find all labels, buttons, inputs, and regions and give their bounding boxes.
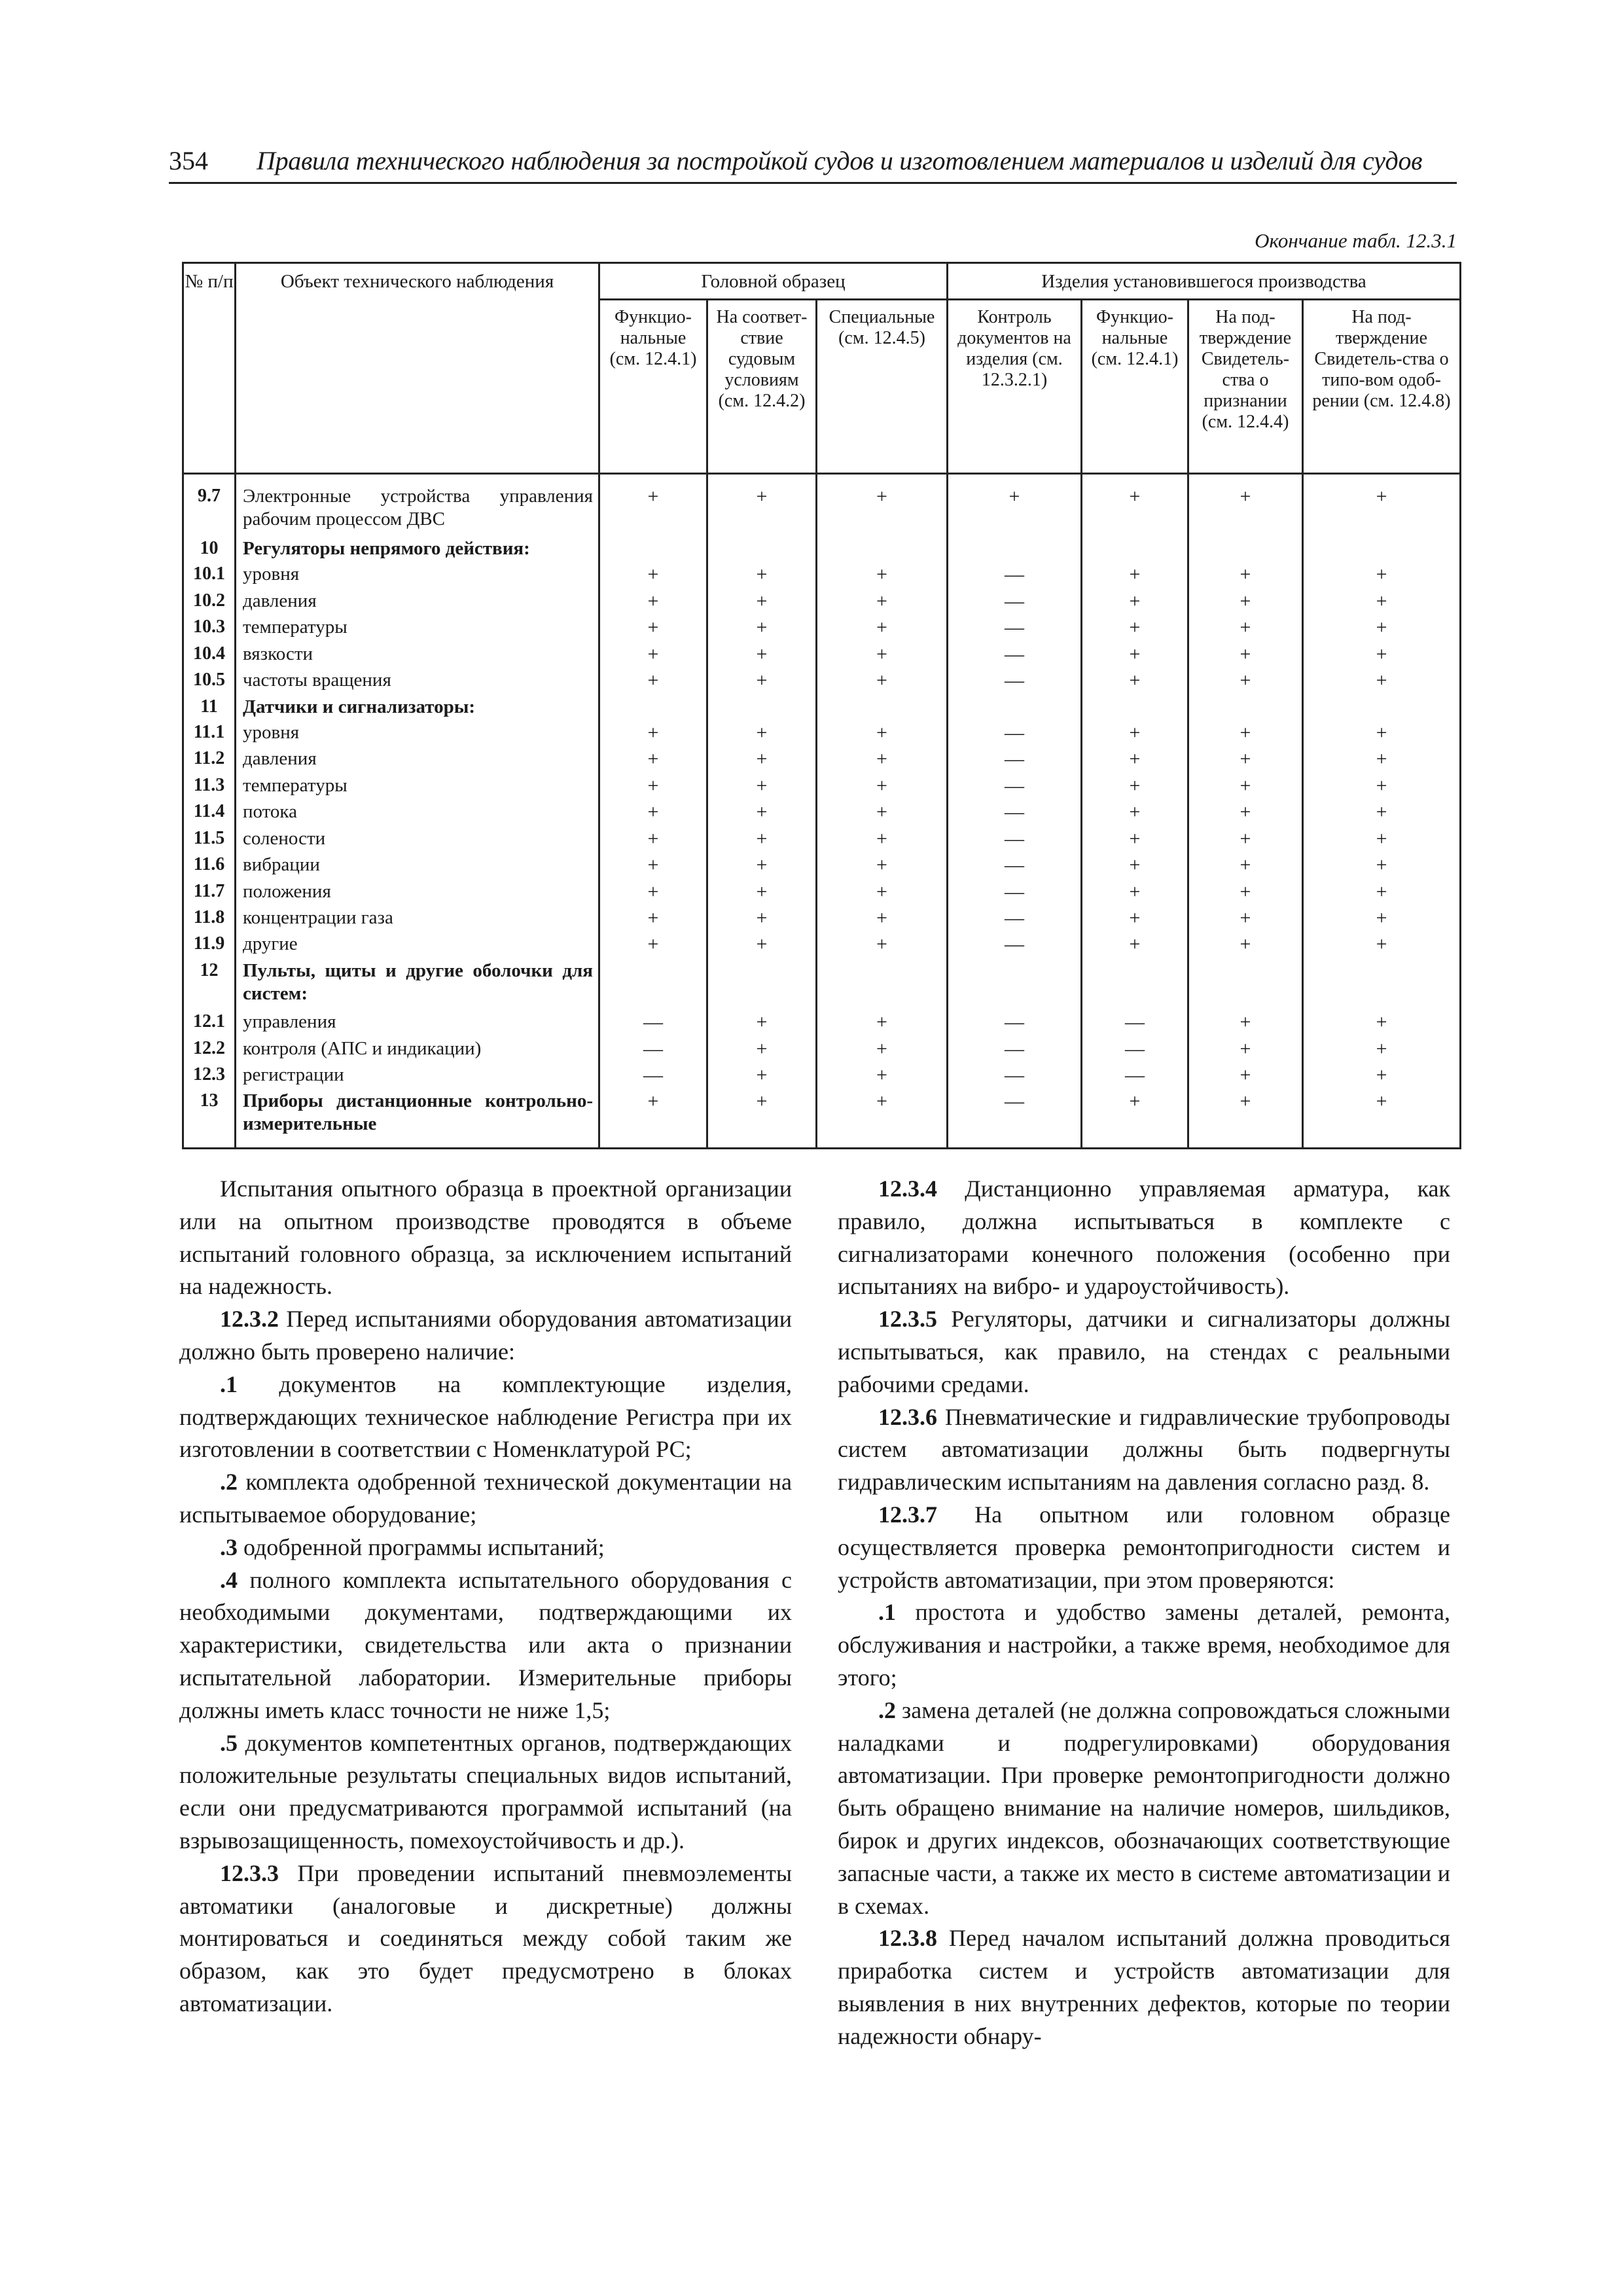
header-sub-col: На соответ-ствие судовым условиям (см. 12.4.2)	[707, 300, 817, 474]
row-mark: +	[1188, 643, 1303, 669]
row-mark: +	[707, 590, 817, 616]
row-mark: +	[1082, 563, 1188, 589]
paragraph-number: .3	[220, 1534, 238, 1560]
row-object-name: концентрации газа	[236, 906, 599, 933]
row-mark: —	[948, 590, 1082, 616]
paragraph	[838, 1303, 1450, 1401]
paragraph-text: Дистанционно управляемая арматура, как правило, должна испытываться в комплекте с сигнализаторами конечного положения (особенно при испытаниях на вибро- и удароустойчивость).	[838, 1175, 1450, 1300]
row-mark: +	[1082, 474, 1188, 538]
table-row	[183, 563, 1461, 589]
row-mark: +	[1188, 616, 1303, 642]
row-mark	[948, 696, 1082, 721]
row-number: 11.5	[183, 827, 236, 853]
paragraph	[838, 1922, 1450, 2053]
row-mark: +	[599, 747, 707, 774]
row-mark: —	[599, 1011, 707, 1037]
body-text-left-column	[179, 1173, 792, 2020]
row-mark: +	[707, 800, 817, 827]
row-mark: +	[817, 669, 948, 695]
row-number: 12.3	[183, 1064, 236, 1090]
row-mark: +	[599, 590, 707, 616]
paragraph	[179, 1857, 792, 2020]
row-mark: +	[1303, 880, 1461, 906]
running-title: Правила технического наблюдения за постройкой судов и изготовлением материалов и изделий для судов	[257, 146, 1423, 175]
row-mark: +	[817, 827, 948, 853]
table-row	[183, 880, 1461, 906]
row-object-name: уровня	[236, 563, 599, 589]
header-sub-col: На под-тверждение Свидетель-ства о признании (см. 12.4.4)	[1188, 300, 1303, 474]
row-mark: +	[1303, 1090, 1461, 1148]
row-mark: +	[1188, 880, 1303, 906]
row-mark: +	[1303, 1064, 1461, 1090]
row-mark: +	[599, 643, 707, 669]
row-mark: +	[1303, 774, 1461, 800]
paragraph-number: 12.3.2	[220, 1306, 279, 1333]
row-mark: +	[707, 853, 817, 880]
paragraph-number: .5	[220, 1729, 238, 1756]
row-mark: +	[1188, 590, 1303, 616]
paragraph-number: 12.3.5	[878, 1306, 937, 1333]
row-mark: +	[1082, 1090, 1188, 1148]
row-mark: +	[817, 774, 948, 800]
paragraph-text: документов компетентных органов, подтверждающих положительные результаты специальных видов испытаний, если они предусматриваются программой испытаний (на взрывозащищенность, помехоустойчивость и др.).	[179, 1729, 792, 1854]
row-mark: +	[1303, 800, 1461, 827]
table-caption: Окончание табл. 12.3.1	[1255, 229, 1457, 252]
row-mark	[948, 537, 1082, 563]
table-row	[183, 721, 1461, 747]
row-mark: +	[1303, 906, 1461, 933]
paragraph-text: простота и удобство замены деталей, ремонта, обслуживания и настройки, а также время, необходимое для этого;	[838, 1599, 1450, 1691]
paragraph	[179, 1173, 792, 1303]
row-mark: +	[1303, 933, 1461, 959]
row-number: 11.1	[183, 721, 236, 747]
row-mark: +	[1303, 643, 1461, 669]
row-object-name: регистрации	[236, 1064, 599, 1090]
row-object-name: вязкости	[236, 643, 599, 669]
row-mark: +	[1303, 616, 1461, 642]
paragraph-number: 12.3.7	[878, 1501, 937, 1528]
row-object-name: контроля (АПС и индикации)	[236, 1037, 599, 1064]
paragraph-number: 12.3.6	[878, 1403, 937, 1430]
row-mark: +	[707, 747, 817, 774]
row-mark	[1188, 537, 1303, 563]
row-mark: —	[1082, 1011, 1188, 1037]
row-object-name: управления	[236, 1011, 599, 1037]
row-mark: —	[948, 616, 1082, 642]
row-mark: —	[1082, 1064, 1188, 1090]
row-mark: +	[1188, 563, 1303, 589]
row-mark: +	[1188, 1037, 1303, 1064]
row-mark: +	[599, 1090, 707, 1148]
row-mark: +	[817, 1064, 948, 1090]
row-mark	[1188, 960, 1303, 1011]
paragraph-number: .4	[220, 1566, 238, 1593]
row-number: 12.2	[183, 1037, 236, 1064]
row-mark: +	[707, 474, 817, 538]
row-mark: +	[817, 933, 948, 959]
paragraph-number: .1	[220, 1371, 238, 1397]
paragraph	[179, 1466, 792, 1532]
row-mark: —	[599, 1064, 707, 1090]
row-number: 9.7	[183, 474, 236, 538]
row-mark: +	[599, 906, 707, 933]
paragraph-number: 12.3.8	[878, 1925, 937, 1952]
row-mark: —	[948, 1037, 1082, 1064]
row-mark: +	[817, 1011, 948, 1037]
row-mark: +	[1188, 933, 1303, 959]
row-mark	[599, 537, 707, 563]
row-mark: —	[1082, 1037, 1188, 1064]
row-mark: +	[1082, 800, 1188, 827]
row-object-name: уровня	[236, 721, 599, 747]
row-mark	[599, 960, 707, 1011]
header-sub-col: Контроль документов на изделия (см. 12.3.2.1)	[948, 300, 1082, 474]
paragraph-text: При проведении испытаний пневмоэлементы автоматики (аналоговые и дискретные) должны монтироваться и соединяться между собой таким же образом, как это будет предусмотрено в блоках автоматизации.	[179, 1859, 792, 2017]
row-mark: +	[707, 933, 817, 959]
row-number: 10.1	[183, 563, 236, 589]
row-mark: +	[817, 853, 948, 880]
row-mark: +	[599, 827, 707, 853]
row-mark: —	[948, 853, 1082, 880]
row-mark: +	[707, 721, 817, 747]
row-mark: +	[817, 1090, 948, 1148]
paragraph-text: На опытном или головном образце осуществляется проверка ремонтопригодности систем и устройств автоматизации, при этом проверяются:	[838, 1501, 1450, 1593]
paragraph-number: 12.3.3	[220, 1859, 279, 1886]
row-mark: +	[1303, 669, 1461, 695]
row-number: 11.4	[183, 800, 236, 827]
paragraph-text: замена деталей (не должна сопровождаться сложными наладками и подрегулировками) оборудования автоматизации. При проверке ремонтопригодности должно быть обращено внимание на наличие номеров, шильдиков, бирок и других индексов, обозначающих соответствующие запасные части, а также их место в системе автоматизации и в схемах.	[838, 1696, 1450, 1919]
row-mark	[1082, 960, 1188, 1011]
row-mark: +	[1188, 669, 1303, 695]
row-object-name: температуры	[236, 616, 599, 642]
observation-table	[182, 262, 1461, 1149]
row-mark: +	[817, 721, 948, 747]
row-number: 11.3	[183, 774, 236, 800]
row-mark	[1303, 537, 1461, 563]
row-mark: +	[817, 800, 948, 827]
row-mark: —	[948, 800, 1082, 827]
row-object-name: другие	[236, 933, 599, 959]
row-mark: +	[1188, 1090, 1303, 1148]
paragraph	[179, 1564, 792, 1727]
table-row	[183, 616, 1461, 642]
row-mark: +	[1082, 590, 1188, 616]
header-num: № п/п	[183, 263, 236, 474]
row-mark: +	[599, 933, 707, 959]
row-mark: +	[1188, 474, 1303, 538]
row-mark	[707, 696, 817, 721]
paragraph	[179, 1727, 792, 1857]
paragraph-text: одобренной программы испытаний;	[238, 1534, 605, 1560]
row-mark: +	[817, 880, 948, 906]
table-row	[183, 696, 1461, 721]
row-object-name: Датчики и сигнализаторы:	[236, 696, 599, 721]
row-mark: +	[1188, 721, 1303, 747]
paragraph-text: Перед началом испытаний должна проводиться приработка систем и устройств автоматизации для выявления в них внутренних дефектов, которые по теории надежности обнару-	[838, 1925, 1450, 2049]
row-mark: +	[1082, 933, 1188, 959]
row-mark: —	[948, 906, 1082, 933]
row-mark: +	[599, 474, 707, 538]
paragraph	[179, 1303, 792, 1369]
row-mark: +	[817, 563, 948, 589]
row-number: 11.8	[183, 906, 236, 933]
row-mark: +	[1188, 747, 1303, 774]
row-mark: +	[1303, 827, 1461, 853]
row-mark: +	[1082, 906, 1188, 933]
header-group-serial-products: Изделия установившегося производства	[948, 263, 1461, 300]
table-row	[183, 590, 1461, 616]
row-object-name: потока	[236, 800, 599, 827]
row-number: 13	[183, 1090, 236, 1148]
row-mark: —	[948, 1064, 1082, 1090]
row-mark: +	[817, 1037, 948, 1064]
row-mark: +	[707, 1090, 817, 1148]
row-object-name: Приборы дистанционные контрольно-измерительные	[236, 1090, 599, 1148]
row-mark: +	[1303, 474, 1461, 538]
row-object-name: температуры	[236, 774, 599, 800]
row-number: 10.4	[183, 643, 236, 669]
row-mark: +	[707, 563, 817, 589]
header-sub-col: Функцио-нальные (см. 12.4.1)	[599, 300, 707, 474]
row-mark	[1082, 696, 1188, 721]
row-mark: +	[817, 643, 948, 669]
table-row	[183, 643, 1461, 669]
row-mark: +	[1082, 774, 1188, 800]
row-mark: +	[948, 474, 1082, 538]
row-mark: +	[1082, 643, 1188, 669]
table-row	[183, 853, 1461, 880]
paragraph-number: .1	[878, 1599, 896, 1626]
row-mark	[1303, 696, 1461, 721]
paragraph-number: .2	[220, 1469, 238, 1496]
paragraph	[838, 1401, 1450, 1499]
row-mark: —	[948, 1090, 1082, 1148]
paragraph-text: документов на комплектующие изделия, подтверждающих техническое наблюдение Регистра при их изготовлении в соответствии с Номенклатурой РС;	[179, 1371, 792, 1463]
table-row	[183, 933, 1461, 959]
row-number: 12	[183, 960, 236, 1011]
row-mark: —	[948, 880, 1082, 906]
row-object-name: Регуляторы непрямого действия:	[236, 537, 599, 563]
row-mark	[817, 696, 948, 721]
row-object-name: Электронные устройства управления рабочим процессом ДВС	[236, 474, 599, 538]
header-object: Объект технического наблюдения	[236, 263, 599, 474]
row-mark: +	[1303, 721, 1461, 747]
paragraph-text: Перед испытаниями оборудования автоматизации должно быть проверено наличие:	[179, 1306, 792, 1365]
row-mark: +	[1188, 800, 1303, 827]
row-mark: +	[599, 721, 707, 747]
body-text-right-column	[838, 1173, 1450, 2053]
row-mark: +	[707, 1064, 817, 1090]
row-mark	[948, 960, 1082, 1011]
row-number: 11.6	[183, 853, 236, 880]
row-number: 11	[183, 696, 236, 721]
row-mark: +	[1303, 590, 1461, 616]
row-mark: —	[948, 643, 1082, 669]
table-body	[183, 474, 1461, 1149]
row-mark: +	[599, 774, 707, 800]
row-mark	[707, 537, 817, 563]
row-mark: +	[817, 590, 948, 616]
row-mark: +	[599, 880, 707, 906]
row-mark: —	[948, 669, 1082, 695]
row-object-name: частоты вращения	[236, 669, 599, 695]
row-object-name: давления	[236, 747, 599, 774]
row-mark: +	[1082, 853, 1188, 880]
row-mark: +	[817, 474, 948, 538]
table-row	[183, 1064, 1461, 1090]
row-mark: +	[707, 643, 817, 669]
row-mark: +	[599, 669, 707, 695]
row-object-name: вибрации	[236, 853, 599, 880]
row-mark: +	[1188, 853, 1303, 880]
row-number: 10.5	[183, 669, 236, 695]
row-number: 12.1	[183, 1011, 236, 1037]
row-mark: +	[707, 880, 817, 906]
row-mark: +	[1082, 880, 1188, 906]
row-mark: +	[599, 563, 707, 589]
row-mark: +	[1188, 906, 1303, 933]
row-mark: +	[817, 616, 948, 642]
row-mark	[1188, 696, 1303, 721]
row-object-name: давления	[236, 590, 599, 616]
row-mark: +	[1303, 1037, 1461, 1064]
table-row	[183, 800, 1461, 827]
table-row	[183, 537, 1461, 563]
page-header	[169, 145, 1457, 184]
row-number: 11.2	[183, 747, 236, 774]
paragraph-text: Пневматические и гидравлические трубопроводы систем автоматизации должны быть подвергнуты гидравлическим испытаниям на давления согласно разд. 8.	[838, 1403, 1450, 1496]
paragraph	[838, 1499, 1450, 1596]
header-group-lead-sample: Головной образец	[599, 263, 948, 300]
row-mark: —	[948, 827, 1082, 853]
row-mark: +	[707, 827, 817, 853]
row-mark: +	[707, 1011, 817, 1037]
row-mark: +	[1188, 1011, 1303, 1037]
paragraph-number: .2	[878, 1696, 896, 1723]
paragraph-text: Испытания опытного образца в проектной организации или на опытном производстве проводятся в объеме испытаний головного образца, за исключением испытаний на надежность.	[179, 1175, 792, 1300]
header-sub-col: Функцио-нальные (см. 12.4.1)	[1082, 300, 1188, 474]
table-row	[183, 747, 1461, 774]
row-number: 11.7	[183, 880, 236, 906]
paragraph	[838, 1173, 1450, 1303]
table-row	[183, 1037, 1461, 1064]
row-mark: —	[948, 721, 1082, 747]
header-sub-col: Специальные (см. 12.4.5)	[817, 300, 948, 474]
paragraph-text: комплекта одобренной технической документации на испытываемое оборудование;	[179, 1469, 792, 1528]
paragraph	[838, 1695, 1450, 1923]
table-row	[183, 774, 1461, 800]
row-mark: —	[948, 747, 1082, 774]
row-mark: +	[599, 800, 707, 827]
row-mark: +	[707, 774, 817, 800]
row-mark: +	[1082, 827, 1188, 853]
row-mark	[707, 960, 817, 1011]
row-mark: +	[1303, 747, 1461, 774]
page-number: 354	[169, 146, 208, 175]
row-mark: +	[817, 906, 948, 933]
table-row	[183, 960, 1461, 1011]
row-mark: +	[817, 747, 948, 774]
paragraph	[838, 1596, 1450, 1694]
row-mark: +	[1082, 721, 1188, 747]
paragraph-text: Регуляторы, датчики и сигнализаторы должны испытываться, как правило, на стендах с реальными рабочими средами.	[838, 1306, 1450, 1397]
header-sub-col: На под-тверждение Свидетель-ства о типо-вом одоб-рении (см. 12.4.8)	[1303, 300, 1461, 474]
row-mark: +	[1303, 1011, 1461, 1037]
row-mark: —	[948, 933, 1082, 959]
row-number: 11.9	[183, 933, 236, 959]
row-object-name: Пульты, щиты и другие оболочки для систем:	[236, 960, 599, 1011]
row-object-name: положения	[236, 880, 599, 906]
row-mark: +	[1303, 563, 1461, 589]
row-number: 10.2	[183, 590, 236, 616]
row-mark: —	[948, 563, 1082, 589]
row-mark: +	[707, 1037, 817, 1064]
paragraph-number: 12.3.4	[878, 1175, 937, 1202]
row-mark: +	[599, 853, 707, 880]
row-mark: —	[599, 1037, 707, 1064]
paragraph	[179, 1532, 792, 1564]
table-row	[183, 474, 1461, 538]
row-object-name: солености	[236, 827, 599, 853]
row-mark: +	[1188, 827, 1303, 853]
row-mark: +	[1188, 1064, 1303, 1090]
table-row	[183, 1090, 1461, 1148]
row-mark: +	[599, 616, 707, 642]
row-mark: +	[707, 669, 817, 695]
row-mark: +	[1082, 747, 1188, 774]
paragraph-text: полного комплекта испытательного оборудования с необходимыми документами, подтверждающими их характеристики, свидетельства или акта о признании испытательной лаборатории. Измерительные приборы должны иметь класс точности не ниже 1,5;	[179, 1566, 792, 1723]
row-number: 10	[183, 537, 236, 563]
row-mark: +	[707, 906, 817, 933]
table-row	[183, 827, 1461, 853]
row-mark	[1082, 537, 1188, 563]
row-mark: —	[948, 1011, 1082, 1037]
row-mark	[1303, 960, 1461, 1011]
row-mark: +	[1082, 669, 1188, 695]
row-mark: +	[1082, 616, 1188, 642]
row-mark	[817, 537, 948, 563]
table-row	[183, 669, 1461, 695]
row-mark: +	[1188, 774, 1303, 800]
row-mark: —	[948, 774, 1082, 800]
table-row	[183, 1011, 1461, 1037]
row-mark	[817, 960, 948, 1011]
table-row	[183, 906, 1461, 933]
paragraph	[179, 1369, 792, 1466]
row-mark: +	[1303, 853, 1461, 880]
row-mark	[599, 696, 707, 721]
row-number: 10.3	[183, 616, 236, 642]
row-mark: +	[707, 616, 817, 642]
